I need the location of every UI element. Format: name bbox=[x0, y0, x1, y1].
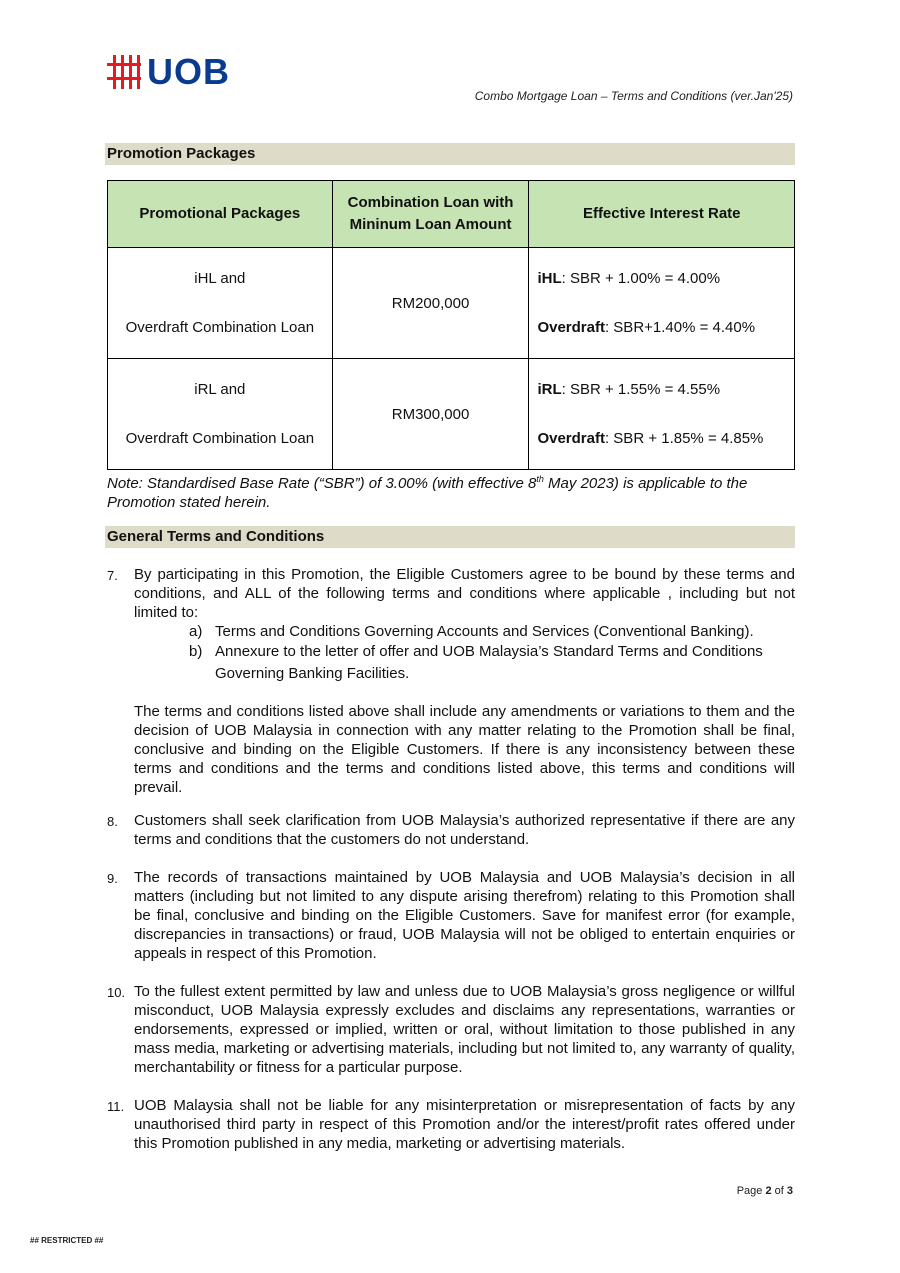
section-general-terms: General Terms and Conditions bbox=[105, 526, 795, 548]
list-item bbox=[107, 982, 795, 1077]
rate-value: : SBR+1.40% = 4.40% bbox=[604, 319, 756, 336]
sub-letter: b) bbox=[189, 643, 203, 660]
sub-text: Annexure to the letter of offer and UOB Malaysia’s Standard Terms and Conditions Governing Banking Facilities. bbox=[215, 643, 763, 682]
page-of: of bbox=[771, 1185, 787, 1197]
rate-value: : SBR + 1.00% = 4.00% bbox=[561, 270, 721, 287]
table-cell-amount: RM200,000 bbox=[332, 248, 529, 359]
list-item bbox=[107, 811, 795, 849]
uob-logo-mark-icon bbox=[107, 55, 141, 89]
item-number: 9. bbox=[107, 871, 118, 886]
sub-letter: a) bbox=[189, 623, 203, 640]
item-number: 7. bbox=[107, 568, 118, 583]
item-number: 8. bbox=[107, 814, 118, 829]
table-row bbox=[108, 359, 795, 470]
rate-line bbox=[537, 319, 794, 336]
rate-value: : SBR + 1.85% = 4.85% bbox=[604, 430, 764, 447]
rate-label: iHL bbox=[537, 270, 562, 287]
item-text: By participating in this Promotion, the Eligible Customers agree to be bound by these terms and conditions, and ALL of the following terms and conditions where applicable , including but not limited to: bbox=[134, 566, 795, 621]
terms-list bbox=[107, 565, 795, 1167]
promotion-table bbox=[107, 180, 795, 470]
list-item bbox=[107, 565, 795, 797]
note-text: Note: Standardised Base Rate (“SBR”) of 3.00% (with effective 8 bbox=[107, 475, 537, 492]
page-total: 3 bbox=[786, 1185, 793, 1197]
item-paragraph: The terms and conditions listed above shall include any amendments or variations to them and the decision of UOB Malaysia in connection with any matter relating to the Promotion shall be final, conclusive and binding on the Eligible Customers. If there is any inconsistency between these terms and conditions and the terms and conditions listed above, this terms and conditions will prevail. bbox=[134, 703, 795, 796]
package-line: Overdraft Combination Loan bbox=[125, 319, 315, 336]
note-superscript: th bbox=[536, 474, 544, 484]
sub-text: Terms and Conditions Governing Accounts and Services (Conventional Banking). bbox=[215, 623, 754, 640]
item-number: 10. bbox=[107, 985, 126, 1000]
table-header-interest-rate: Effective Interest Rate bbox=[529, 181, 795, 248]
sub-list bbox=[189, 622, 795, 685]
table-cell-package bbox=[108, 248, 333, 359]
table-cell-rate bbox=[529, 248, 795, 359]
rate-line bbox=[537, 430, 794, 447]
section-promotion-packages: Promotion Packages bbox=[105, 143, 795, 165]
item-text: Customers shall seek clarification from UOB Malaysia’s authorized representative if there are any terms and conditions that the customers do not understand. bbox=[134, 812, 795, 848]
logo-text: UOB bbox=[147, 51, 230, 92]
restricted-label: ## RESTRICTED ## bbox=[30, 1236, 104, 1245]
table-header-loan-amount: Combination Loan with Mininum Loan Amount bbox=[332, 181, 529, 248]
rate-value: : SBR + 1.55% = 4.55% bbox=[561, 381, 721, 398]
table-header-row bbox=[108, 181, 795, 248]
list-item bbox=[107, 1096, 795, 1153]
item-text: The records of transactions maintained by UOB Malaysia and UOB Malaysia’s decision in all matters (including but not limited to any dispute arising therefrom) relating to this Promotion shall be final, conclusive and binding on the Eligible Customers. Save for manifest error (for example, discrepancies in transactions) or fraud, UOB Malaysia will not be obliged to entertain enquiries or appeals in respect of this Promotion. bbox=[134, 869, 795, 962]
page-current: 2 bbox=[765, 1185, 772, 1197]
table-header-packages: Promotional Packages bbox=[108, 181, 333, 248]
package-line: iRL and bbox=[194, 381, 246, 398]
rate-label: Overdraft bbox=[537, 430, 605, 447]
sbr-note bbox=[107, 470, 795, 512]
table-cell-amount: RM300,000 bbox=[332, 359, 529, 470]
table-cell-rate bbox=[529, 359, 795, 470]
rate-line bbox=[537, 381, 794, 398]
sub-list-item bbox=[189, 622, 795, 641]
uob-logo bbox=[107, 51, 230, 92]
package-line: Overdraft Combination Loan bbox=[125, 430, 315, 447]
table-row bbox=[108, 248, 795, 359]
rate-line bbox=[537, 270, 794, 287]
item-text: UOB Malaysia shall not be liable for any misinterpretation or misrepresentation of facts by any unauthorised third party in respect of this Promotion and/or the interest/profit rates offered under this Promotion published in any media, marketing or advertising materials. bbox=[134, 1097, 795, 1152]
package-line: iHL and bbox=[194, 270, 246, 287]
page-prefix: Page bbox=[736, 1185, 766, 1197]
page-number bbox=[737, 1185, 793, 1197]
rate-label: iRL bbox=[537, 381, 562, 398]
rate-label: Overdraft bbox=[537, 319, 605, 336]
note-text: May 2023) is applicable to the Promotion stated herein. bbox=[107, 475, 748, 511]
item-text: To the fullest extent permitted by law and unless due to UOB Malaysia’s gross negligence or willful misconduct, UOB Malaysia expressly excludes and disclaims any representations, warranties or endorsements, expressed or implied, written or oral, without limitation to those published in any mass media, marketing or advertising materials, including but not limited to, any warranty of quality, merchantability or fitness for a particular purpose. bbox=[134, 983, 795, 1076]
table-cell-package bbox=[108, 359, 333, 470]
sub-list-item bbox=[189, 641, 795, 685]
document-title: Combo Mortgage Loan – Terms and Conditions (ver.Jan'25) bbox=[474, 89, 793, 103]
list-item bbox=[107, 868, 795, 963]
item-number: 11. bbox=[107, 1099, 125, 1114]
